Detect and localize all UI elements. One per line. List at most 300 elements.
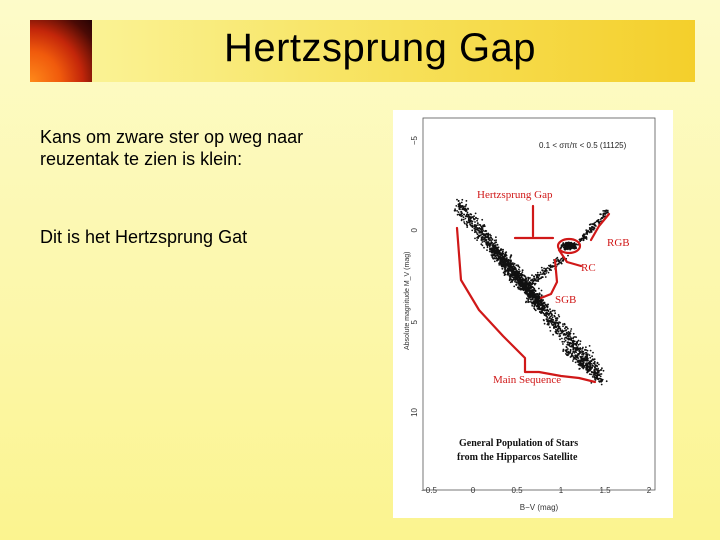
star-point (525, 283, 527, 285)
star-point (494, 261, 496, 263)
star-point (518, 275, 520, 277)
star-point (594, 227, 596, 229)
star-point (509, 266, 511, 268)
star-point (589, 354, 591, 356)
star-point (481, 241, 483, 243)
star-point (568, 242, 570, 244)
star-point (461, 202, 463, 204)
star-point (501, 259, 503, 261)
star-point (589, 345, 591, 347)
star-point (532, 281, 534, 283)
star-point (600, 378, 602, 380)
star-point (572, 355, 574, 357)
star-point (575, 362, 577, 364)
star-point (524, 275, 526, 277)
star-point (597, 370, 599, 372)
star-point (504, 272, 506, 274)
star-point (585, 360, 587, 362)
star-point (488, 235, 490, 237)
star-point (497, 249, 499, 251)
star-point (541, 269, 543, 271)
star-point (553, 327, 555, 329)
star-point (517, 265, 519, 267)
star-point (558, 316, 560, 318)
star-point (476, 229, 478, 231)
star-point (558, 324, 560, 326)
star-point (582, 368, 584, 370)
star-point (520, 289, 522, 291)
star-point (461, 215, 463, 217)
star-point (491, 248, 493, 250)
star-point (552, 319, 554, 321)
star-point (586, 372, 588, 374)
star-point (462, 209, 464, 211)
star-point (507, 262, 509, 264)
star-point (597, 378, 599, 380)
star-point (483, 234, 485, 236)
star-point (587, 230, 589, 232)
star-point (495, 241, 497, 243)
star-point (558, 331, 560, 333)
star-point (592, 376, 594, 378)
star-point (568, 351, 570, 353)
star-point (592, 365, 594, 367)
star-point (555, 332, 557, 334)
star-point (584, 349, 586, 351)
star-point (566, 243, 568, 245)
star-point (556, 257, 558, 259)
star-point (545, 269, 547, 271)
star-point (567, 354, 569, 356)
star-point (564, 324, 566, 326)
star-point (596, 376, 598, 378)
star-point (514, 271, 516, 273)
star-point (594, 366, 596, 368)
star-point (591, 230, 593, 232)
star-point (510, 273, 512, 275)
star-point (547, 304, 549, 306)
star-point (551, 321, 553, 323)
star-point (486, 249, 488, 251)
star-point (477, 218, 479, 220)
star-point (604, 213, 606, 215)
star-point (589, 369, 591, 371)
star-point (580, 360, 582, 362)
star-point (579, 347, 581, 349)
star-point (461, 199, 463, 201)
star-point (535, 293, 537, 295)
star-point (474, 218, 476, 220)
star-point (568, 331, 570, 333)
star-point (463, 214, 465, 216)
main-sequence-label: Main Sequence (493, 374, 562, 386)
star-point (492, 257, 494, 259)
star-point (497, 259, 499, 261)
star-point (510, 254, 512, 256)
star-point (594, 358, 596, 360)
star-point (573, 351, 575, 353)
star-point (596, 221, 598, 223)
star-point (601, 367, 603, 369)
star-point (560, 330, 562, 332)
star-point (555, 320, 557, 322)
star-point (581, 238, 583, 240)
star-point (594, 369, 596, 371)
star-point (589, 357, 591, 359)
star-point (482, 236, 484, 238)
star-point (539, 292, 541, 294)
star-point (554, 312, 556, 314)
star-point (503, 265, 505, 267)
star-point (494, 240, 496, 242)
star-point (602, 210, 604, 212)
star-point (592, 374, 594, 376)
star-point (537, 279, 539, 281)
star-point (465, 204, 467, 206)
star-point (511, 281, 513, 283)
star-point (603, 370, 605, 372)
star-point (538, 305, 540, 307)
star-point (550, 267, 552, 269)
star-point (545, 312, 547, 314)
star-point (523, 289, 525, 291)
star-point (495, 245, 497, 247)
x-tick-label: 0.5 (511, 486, 523, 495)
star-point (490, 242, 492, 244)
star-point (502, 249, 504, 251)
star-point (526, 285, 528, 287)
star-point (552, 324, 554, 326)
star-point (474, 225, 476, 227)
star-point (527, 301, 529, 303)
star-point (500, 249, 502, 251)
star-point (540, 272, 542, 274)
star-point (573, 333, 575, 335)
star-point (489, 234, 491, 236)
star-point (498, 246, 500, 248)
star-point (454, 210, 456, 212)
star-point (568, 247, 570, 249)
star-point (548, 324, 550, 326)
star-point (592, 352, 594, 354)
star-point (580, 364, 582, 366)
star-point (559, 338, 561, 340)
star-point (539, 311, 541, 313)
star-point (489, 249, 491, 251)
star-point (544, 323, 546, 325)
star-point (472, 216, 474, 218)
star-point (507, 269, 509, 271)
star-point (548, 265, 550, 267)
y-axis-ticks (410, 135, 419, 416)
star-point (585, 363, 587, 365)
star-point (584, 234, 586, 236)
star-point (468, 220, 470, 222)
star-point (568, 344, 570, 346)
star-point (599, 213, 601, 215)
star-point (600, 218, 602, 220)
star-point (577, 360, 579, 362)
star-point (458, 205, 460, 207)
star-point (565, 346, 567, 348)
star-point (464, 208, 466, 210)
star-point (509, 277, 511, 279)
star-point (561, 341, 563, 343)
star-point (560, 259, 562, 261)
star-point (559, 322, 561, 324)
star-point (476, 239, 478, 241)
star-point (495, 239, 497, 241)
star-point (472, 226, 474, 228)
star-point (577, 356, 579, 358)
star-point (456, 210, 458, 212)
star-point (579, 368, 581, 370)
star-point (591, 371, 593, 373)
star-point (582, 351, 584, 353)
star-point (553, 322, 555, 324)
star-point (466, 221, 468, 223)
star-point (560, 333, 562, 335)
star-point (579, 239, 581, 241)
star-point (526, 287, 528, 289)
star-point (566, 351, 568, 353)
star-point (475, 227, 477, 229)
star-point (510, 261, 512, 263)
star-point (578, 353, 580, 355)
star-point (601, 384, 603, 386)
star-point (537, 272, 539, 274)
star-point (583, 353, 585, 355)
star-point (591, 355, 593, 357)
star-point (573, 343, 575, 345)
star-point (476, 220, 478, 222)
condition-label: 0.1 < σπ/π < 0.5 (11125) (539, 141, 627, 150)
star-point (465, 218, 467, 220)
star-point (488, 241, 490, 243)
star-point (562, 325, 564, 327)
star-point (552, 334, 554, 336)
star-point (464, 223, 466, 225)
star-point (556, 318, 558, 320)
star-point (587, 358, 589, 360)
star-point (537, 276, 539, 278)
star-point (570, 336, 572, 338)
star-point (601, 369, 603, 371)
star-point (482, 228, 484, 230)
star-point (501, 268, 503, 270)
star-point (499, 256, 501, 258)
star-point (566, 326, 568, 328)
star-point (546, 316, 548, 318)
star-point (575, 336, 577, 338)
star-point (456, 199, 458, 201)
star-point (579, 240, 581, 242)
star-point (518, 273, 520, 275)
star-point (572, 349, 574, 351)
star-point (548, 268, 550, 270)
star-point (562, 245, 564, 247)
star-point (521, 276, 523, 278)
star-point (598, 364, 600, 366)
x-tick-label: −0.5 (421, 486, 437, 495)
star-point (574, 355, 576, 357)
star-point (515, 268, 517, 270)
star-point (471, 230, 473, 232)
star-point (550, 330, 552, 332)
star-point (533, 289, 535, 291)
star-point (509, 279, 511, 281)
star-point (572, 243, 574, 245)
star-point (513, 286, 515, 288)
star-point (565, 247, 567, 249)
star-point (543, 305, 545, 307)
star-point (475, 217, 477, 219)
star-point (522, 269, 524, 271)
star-point (522, 284, 524, 286)
star-point (481, 219, 483, 221)
star-point (562, 350, 564, 352)
star-point (461, 220, 463, 222)
star-point (489, 246, 491, 248)
x-tick-label: 1.5 (599, 486, 611, 495)
star-point (460, 211, 462, 213)
star-point (568, 336, 570, 338)
star-point (538, 274, 540, 276)
star-point (523, 287, 525, 289)
star-point (558, 263, 560, 265)
star-point (525, 289, 527, 291)
star-point (531, 299, 533, 301)
star-point (560, 246, 562, 248)
star-point (577, 347, 579, 349)
slide-title: Hertzsprung Gap (223, 26, 537, 70)
star-point (589, 364, 591, 366)
star-point (489, 251, 491, 253)
star-point (458, 200, 460, 202)
star-point (575, 243, 577, 245)
star-point (491, 251, 493, 253)
star-point (517, 271, 519, 273)
star-point (467, 208, 469, 210)
x-axis-label: B−V (mag) (519, 503, 559, 512)
star-point (512, 263, 514, 265)
star-point (596, 366, 598, 368)
star-point (457, 214, 459, 216)
star-point (579, 343, 581, 345)
star-point (482, 245, 484, 247)
star-point (474, 231, 476, 233)
star-point (542, 312, 544, 314)
hr-diagram-svg (393, 110, 673, 518)
star-point (531, 289, 533, 291)
star-point (459, 209, 461, 211)
star-point (544, 273, 546, 275)
star-point (543, 268, 545, 270)
star-point (470, 217, 472, 219)
x-tick-label: 0 (470, 486, 476, 495)
star-point (530, 286, 532, 288)
star-point (554, 322, 556, 324)
star-point (542, 273, 544, 275)
star-point (521, 271, 523, 273)
star-point (552, 310, 554, 312)
star-point (575, 349, 577, 351)
star-point (488, 243, 490, 245)
star-point (476, 232, 478, 234)
star-point (597, 362, 599, 364)
star-point (541, 290, 543, 292)
y-axis-label: Absolute magnitude M_V (mag) (404, 251, 411, 350)
star-point (481, 231, 483, 233)
star-point (561, 338, 563, 340)
star-point (565, 353, 567, 355)
star-point (455, 205, 457, 207)
star-point (503, 261, 505, 263)
star-point (535, 302, 537, 304)
star-point (539, 278, 541, 280)
star-point (466, 200, 468, 202)
caption-line-1: General Population of Stars (459, 438, 579, 449)
star-point (483, 237, 485, 239)
star-point (502, 251, 504, 253)
star-point (478, 230, 480, 232)
star-point (565, 340, 567, 342)
star-point (587, 364, 589, 366)
star-point (538, 301, 540, 303)
star-point (546, 306, 548, 308)
star-point (546, 320, 548, 322)
star-point (573, 340, 575, 342)
star-point (479, 235, 481, 237)
star-point (538, 295, 540, 297)
star-point (602, 379, 604, 381)
star-point (559, 326, 561, 328)
star-point (585, 357, 587, 359)
star-point (485, 240, 487, 242)
star-point (513, 265, 515, 267)
star-point (490, 244, 492, 246)
star-point (547, 310, 549, 312)
star-point (575, 343, 577, 345)
star-point (570, 338, 572, 340)
star-point (583, 362, 585, 364)
star-point (531, 286, 533, 288)
star-point (549, 313, 551, 315)
star-point (607, 211, 609, 213)
star-point (586, 369, 588, 371)
star-point (488, 239, 490, 241)
star-point (571, 247, 573, 249)
star-point (555, 326, 557, 328)
star-point (471, 222, 473, 224)
star-point (606, 380, 608, 382)
star-point (565, 334, 567, 336)
star-point (496, 247, 498, 249)
star-point (590, 223, 592, 225)
star-point (535, 298, 537, 300)
caption-line-2: from the Hipparcos Satellite (457, 452, 578, 463)
star-point (468, 214, 470, 216)
star-point (599, 381, 601, 383)
star-point (562, 331, 564, 333)
star-point (570, 346, 572, 348)
star-point (497, 255, 499, 257)
star-point (486, 233, 488, 235)
x-tick-label: 1 (558, 486, 564, 495)
star-point (506, 257, 508, 259)
star-point (593, 224, 595, 226)
star-point (578, 350, 580, 352)
